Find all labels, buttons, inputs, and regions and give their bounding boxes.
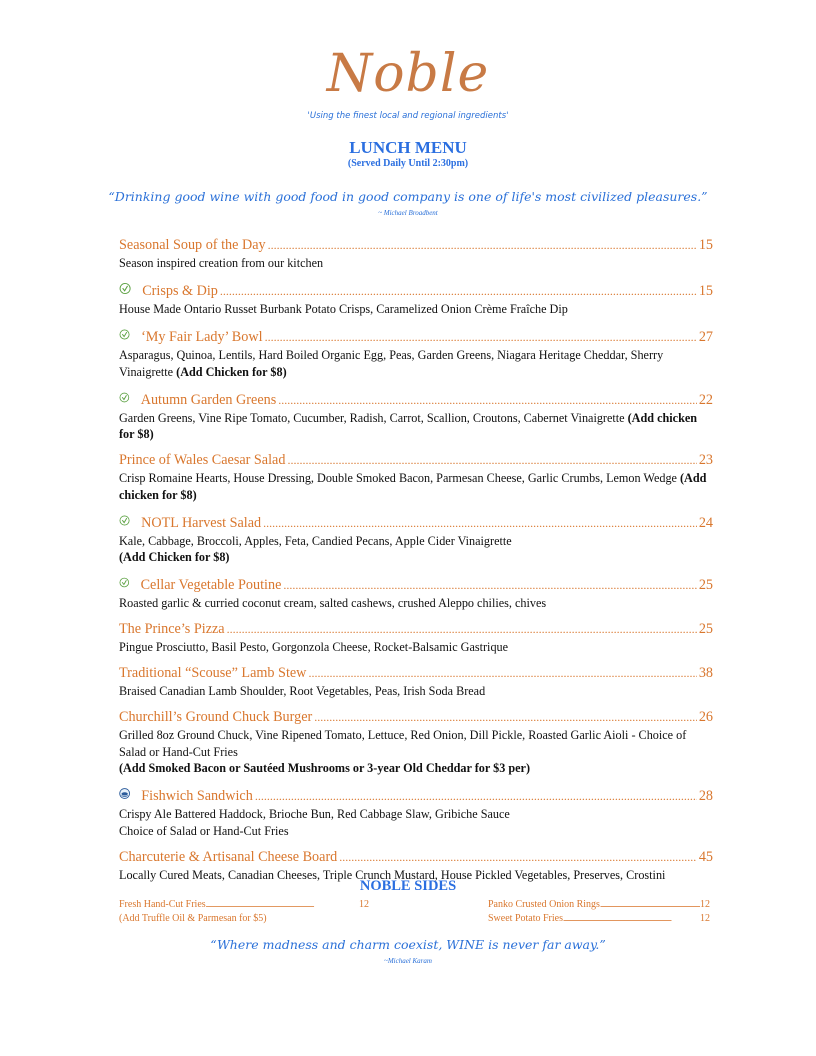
- menu-item-name: Traditional “Scouse” Lamb Stew: [119, 665, 307, 681]
- menu-item-desc-text: Asparagus, Quinoa, Lentils, Hard Boiled Organic Egg, Peas, Garden Greens, Niagara Heritage Cheddar, Sherry Vinaigrette: [119, 348, 664, 379]
- menu-item: [119, 708, 713, 777]
- menu-item-name: Charcuterie & Artisanal Cheese Board: [119, 848, 338, 865]
- menu-item-name: Fishwich Sandwich: [141, 788, 253, 804]
- menu-item-price: 24: [698, 514, 713, 531]
- tagline: 'Using the finest local and regional ingredients': [307, 111, 509, 121]
- menu-item-heading: [119, 848, 713, 867]
- side-item-name: Fresh Hand-Cut Fries: [119, 899, 206, 910]
- menu-item-heading: [119, 664, 713, 683]
- menu-item-price: 38: [698, 665, 713, 681]
- quote-bottom: “Where madness and charm coexist, WINE is never far away.”: [210, 937, 606, 952]
- sides-right-column: [488, 898, 710, 925]
- vegetarian-icon: [119, 327, 130, 342]
- menu-item-name: Churchill’s Ground Chuck Burger: [119, 709, 313, 725]
- leader-dots: [308, 664, 696, 683]
- menu-item-name: Crisps & Dip: [142, 283, 218, 299]
- menu-item-desc-text: House Made Ontario Russet Burbank Potato Crisps, Caramelized Onion Crème Fraîche Dip: [119, 302, 568, 316]
- leader-dots: [265, 328, 697, 347]
- menu-item-desc-text: Grilled 8oz Ground Chuck, Vine Ripened Tomato, Lettuce, Red Onion, Dill Pickle, Roasted Garlic Aioli - Choice of Salad or Hand-Cut Fries: [119, 728, 687, 759]
- menu-item-description: [119, 470, 713, 503]
- menu-item-description: [119, 639, 713, 656]
- menu-item-desc-text: Locally Cured Meats, Canadian Cheeses, Triple Crunch Mustard, House Pickled Vegetables, Preserves, Crostini: [119, 867, 666, 882]
- menu-item-heading: [119, 236, 713, 255]
- menu-item-price: 15: [698, 283, 713, 299]
- menu-item-addon: (Add Smoked Bacon or Sautéed Mushrooms or 3-year Old Cheddar for $3 per): [119, 761, 531, 775]
- menu-item-description: [119, 533, 713, 566]
- menu-item-name: ‘My Fair Lady’ Bowl: [141, 329, 263, 345]
- menu-item-heading: [119, 620, 713, 639]
- menu-items-list: [119, 236, 713, 892]
- menu-item-desc-text: Choice of Salad or Hand-Cut Fries: [119, 823, 289, 838]
- side-item-price: 12: [700, 899, 710, 910]
- quote-bottom-author: ~Michael Karam: [384, 957, 432, 965]
- leader-dots: [563, 912, 700, 926]
- leader-dots: [600, 898, 700, 912]
- leader-dots: [314, 708, 697, 727]
- menu-item-name: Autumn Garden Greens: [140, 391, 277, 408]
- quote-top-author: ~ Michael Broadbent: [378, 209, 438, 217]
- menu-item: [119, 664, 713, 700]
- side-item-price: 12: [359, 899, 369, 910]
- sides-title: NOBLE SIDES: [359, 878, 457, 894]
- side-item-price: 12: [700, 912, 710, 924]
- leader-dots: [255, 787, 697, 806]
- menu-item-description: [119, 410, 713, 443]
- menu-item-heading: [119, 512, 713, 533]
- menu-item-price: 28: [698, 788, 713, 804]
- menu-item-description: [119, 727, 713, 777]
- menu-item-heading: [119, 708, 713, 727]
- menu-item-price: 15: [698, 237, 713, 253]
- leader-dots: [263, 514, 697, 533]
- menu-item-name: The Prince’s Pizza: [119, 621, 225, 637]
- menu-item-price: 22: [698, 391, 713, 408]
- leader-dots: [206, 898, 359, 912]
- quote-top: “Drinking good wine with good food in good company is one of life's most civilized pleasures.”: [108, 189, 708, 204]
- menu-item-name: Cellar Vegetable Poutine: [140, 577, 282, 593]
- menu-item: [119, 280, 713, 318]
- menu-item: [119, 620, 713, 656]
- logo-text: Noble: [326, 44, 490, 104]
- menu-item-desc-text: Garden Greens, Vine Ripe Tomato, Cucumber, Radish, Carrot, Scallion, Croutons, Cabernet Vinaigrette: [119, 410, 625, 425]
- noble-logo: [0, 44, 816, 104]
- side-item: [119, 898, 369, 912]
- menu-item: [119, 389, 713, 443]
- menu-item: [119, 236, 713, 272]
- vegetarian-icon: [119, 513, 130, 528]
- menu-item-addon: (Add chicken for $8): [119, 410, 698, 441]
- side-item-name: Sweet Potato Fries: [488, 912, 563, 924]
- leader-dots: [227, 620, 697, 639]
- menu-subtitle: (Served Daily Until 2:30pm): [347, 158, 469, 169]
- menu-item-heading: [119, 785, 713, 806]
- menu-item-addon: (Add Chicken for $8): [119, 550, 230, 564]
- vegetarian-icon: [119, 281, 131, 296]
- menu-item-description: [119, 347, 713, 380]
- menu-item-desc-text: Season inspired creation from our kitchen: [119, 256, 324, 270]
- leader-dots: [283, 576, 696, 595]
- menu-item-desc-text: Crisp Romaine Hearts, House Dressing, Double Smoked Bacon, Parmesan Cheese, Garlic Crumbs, Lemon Wedge: [119, 471, 677, 485]
- menu-item: [119, 785, 713, 839]
- menu-item-desc-text: Kale, Cabbage, Broccoli, Apples, Feta, Candied Pecans, Apple Cider Vinaigrette: [119, 533, 512, 548]
- vegetarian-icon: [119, 575, 130, 590]
- menu-item-name: NOTL Harvest Salad: [141, 514, 262, 531]
- menu-item: [119, 512, 713, 566]
- menu-item-price: 25: [698, 621, 713, 637]
- leader-dots: [339, 848, 697, 867]
- leader-dots: [287, 451, 696, 470]
- leader-dots: [278, 391, 697, 410]
- vegetarian-icon: [119, 390, 130, 405]
- menu-item-name: Prince of Wales Caesar Salad: [119, 452, 286, 468]
- menu-item-description: [119, 301, 713, 318]
- menu-item-desc-text: Pingue Prosciutto, Basil Pesto, Gorgonzola Cheese, Rocket-Balsamic Gastrique: [119, 640, 509, 654]
- menu-item-price: 45: [698, 848, 713, 865]
- menu-item-description: [119, 255, 713, 272]
- menu-item-description: [119, 683, 713, 700]
- menu-item-price: 25: [698, 577, 713, 593]
- menu-item-heading: [119, 574, 713, 595]
- menu-item-desc-text: Crispy Ale Battered Haddock, Brioche Bun, Red Cabbage Slaw, Gribiche Sauce: [119, 807, 510, 821]
- leader-dots: [220, 282, 697, 301]
- menu-item-name: Seasonal Soup of the Day: [119, 237, 266, 253]
- sides-left-column: [119, 898, 369, 925]
- menu-item-desc-text: Braised Canadian Lamb Shoulder, Root Vegetables, Peas, Irish Soda Bread: [119, 684, 486, 698]
- menu-item-heading: [119, 389, 713, 410]
- menu-item-desc-text: Roasted garlic & curried coconut cream, salted cashews, crushed Aleppo chilies, chives: [119, 596, 547, 610]
- side-item-name: (Add Truffle Oil & Parmesan for $5): [119, 912, 267, 924]
- menu-item-description: [119, 806, 713, 839]
- menu-item-heading: [119, 326, 713, 347]
- side-item: [488, 912, 710, 926]
- menu-item-description: [119, 595, 713, 612]
- leader-dots: [268, 236, 697, 255]
- menu-item-addon: (Add chicken for $8): [119, 471, 707, 502]
- menu-item: [119, 326, 713, 380]
- side-item: [119, 912, 369, 926]
- menu-item-price: 27: [698, 329, 713, 345]
- menu-item-heading: [119, 451, 713, 470]
- menu-item-price: 26: [698, 709, 713, 725]
- menu-item-addon: (Add Chicken for $8): [176, 364, 287, 379]
- menu-item-heading: [119, 280, 713, 301]
- menu-item: [119, 574, 713, 612]
- side-item: [488, 898, 710, 912]
- ocean-wise-icon: [119, 786, 130, 801]
- menu-title: LUNCH MENU: [349, 138, 467, 157]
- menu-item-price: 23: [698, 452, 713, 468]
- side-item-name: Panko Crusted Onion Rings: [488, 899, 600, 910]
- menu-item: [119, 451, 713, 503]
